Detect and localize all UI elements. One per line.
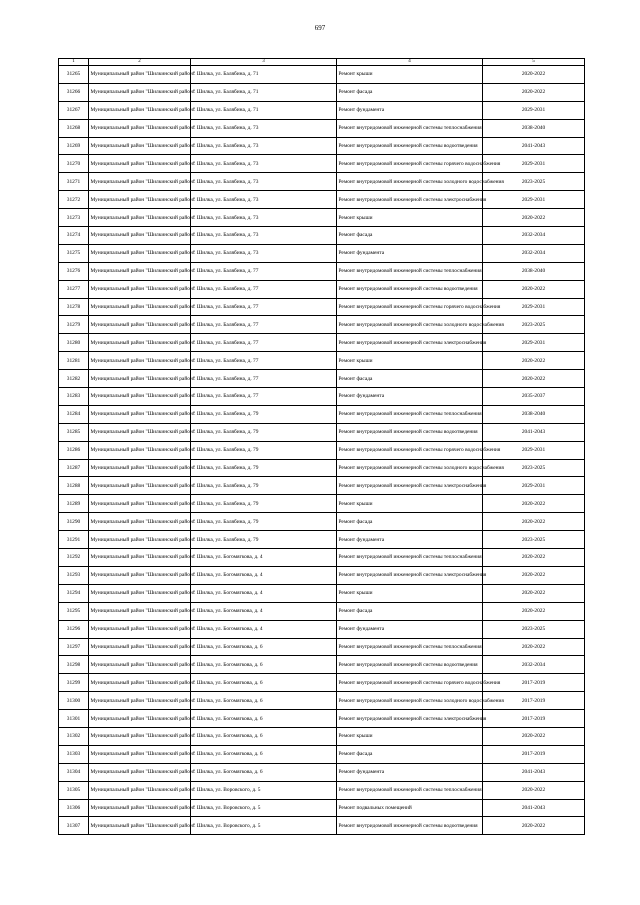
row-number-cell: 31280 [59,334,89,352]
work-type-cell: Ремонт фасада [337,513,483,531]
period-cell: 2017-2019 [483,710,585,728]
municipality-cell: Муниципальный район "Шилкинский район" [89,638,191,656]
work-type-cell: Ремонт фундамента [337,244,483,262]
municipality-cell: Муниципальный район "Шилкинский район" [89,119,191,137]
address-cell: г. Шилка, ул. Балябина, д. 77 [191,370,337,388]
address-cell: г. Шилка, ул. Воровского, д. 5 [191,781,337,799]
period-cell: 2020-2022 [483,727,585,745]
row-number-cell: 31277 [59,280,89,298]
address-cell: г. Шилка, ул. Балябина, д. 77 [191,352,337,370]
municipality-cell: Муниципальный район "Шилкинский район" [89,191,191,209]
row-number-cell: 31270 [59,155,89,173]
address-cell: г. Шилка, ул. Богомягкова, д. 6 [191,638,337,656]
period-cell: 2020-2022 [483,584,585,602]
work-type-cell: Ремонт внутридомовой инженерной системы теплоснабжения [337,638,483,656]
table-row [59,638,585,656]
table-row [59,298,585,316]
work-type-cell: Ремонт внутридомовой инженерной системы водоотведения [337,280,483,298]
period-cell: 2020-2022 [483,549,585,567]
period-cell: 2020-2022 [483,352,585,370]
municipality-cell: Муниципальный район "Шилкинский район" [89,459,191,477]
row-number-cell: 31298 [59,656,89,674]
row-number-cell: 31307 [59,817,89,835]
work-type-cell: Ремонт внутридомовой инженерной системы теплоснабжения [337,119,483,137]
table-row [59,710,585,728]
capital-repair-table [58,58,585,835]
municipality-cell: Муниципальный район "Шилкинский район" [89,763,191,781]
table-row [59,602,585,620]
work-type-cell: Ремонт внутридомовой инженерной системы электроснабжения [337,334,483,352]
work-type-cell: Ремонт внутридомовой инженерной системы теплоснабжения [337,262,483,280]
address-cell: г. Шилка, ул. Балябина, д. 71 [191,83,337,101]
address-cell: г. Шилка, ул. Богомягкова, д. 6 [191,745,337,763]
municipality-cell: Муниципальный район "Шилкинский район" [89,370,191,388]
table-row [59,566,585,584]
period-cell: 2023-2025 [483,620,585,638]
work-type-cell: Ремонт внутридомовой инженерной системы водоотведения [337,137,483,155]
period-cell: 2020-2022 [483,209,585,227]
row-number-cell: 31299 [59,674,89,692]
work-type-cell: Ремонт внутридомовой инженерной системы электроснабжения [337,191,483,209]
municipality-cell: Муниципальный район "Шилкинский район" [89,441,191,459]
address-cell: г. Шилка, ул. Богомягкова, д. 4 [191,566,337,584]
work-type-cell: Ремонт крыши [337,66,483,84]
table-row [59,763,585,781]
period-cell: 2038-2040 [483,119,585,137]
address-cell: г. Шилка, ул. Богомягкова, д. 6 [191,674,337,692]
address-cell: г. Шилка, ул. Балябина, д. 73 [191,119,337,137]
period-cell: 2020-2022 [483,66,585,84]
address-cell: г. Шилка, ул. Воровского, д. 5 [191,817,337,835]
municipality-cell: Муниципальный район "Шилкинский район" [89,602,191,620]
table-row [59,66,585,84]
address-cell: г. Шилка, ул. Балябина, д. 73 [191,191,337,209]
address-cell: г. Шилка, ул. Балябина, д. 77 [191,334,337,352]
municipality-cell: Муниципальный район "Шилкинский район" [89,566,191,584]
table-row [59,137,585,155]
work-type-cell: Ремонт крыши [337,584,483,602]
period-cell: 2020-2022 [483,83,585,101]
table-row [59,727,585,745]
period-cell: 2032-2034 [483,656,585,674]
period-cell: 2023-2025 [483,316,585,334]
row-number-cell: 31284 [59,405,89,423]
address-cell: г. Шилка, ул. Балябина, д. 79 [191,531,337,549]
table-row [59,656,585,674]
address-cell: г. Шилка, ул. Балябина, д. 77 [191,298,337,316]
period-cell: 2020-2022 [483,495,585,513]
row-number-cell: 31271 [59,173,89,191]
work-type-cell: Ремонт фасада [337,602,483,620]
address-cell: г. Шилка, ул. Богомягкова, д. 4 [191,620,337,638]
period-cell: 2038-2040 [483,262,585,280]
row-number-cell: 31296 [59,620,89,638]
table-row [59,513,585,531]
address-cell: г. Шилка, ул. Богомягкова, д. 4 [191,549,337,567]
work-type-cell: Ремонт внутридомовой инженерной системы электроснабжения [337,477,483,495]
municipality-cell: Муниципальный район "Шилкинский район" [89,280,191,298]
period-cell: 2029-2031 [483,191,585,209]
table-row [59,334,585,352]
page-number: 697 [314,24,326,32]
work-type-cell: Ремонт внутридомовой инженерной системы холодного водоснабжения [337,692,483,710]
table-row [59,495,585,513]
row-number-cell: 31275 [59,244,89,262]
period-cell: 2020-2022 [483,513,585,531]
address-cell: г. Шилка, ул. Воровского, д. 5 [191,799,337,817]
work-type-cell: Ремонт внутридомовой инженерной системы холодного водоснабжения [337,316,483,334]
period-cell: 2020-2022 [483,566,585,584]
address-cell: г. Шилка, ул. Балябина, д. 73 [191,244,337,262]
address-cell: г. Шилка, ул. Балябина, д. 71 [191,66,337,84]
work-type-cell: Ремонт крыши [337,727,483,745]
table-row [59,370,585,388]
row-number-cell: 31266 [59,83,89,101]
work-type-cell: Ремонт фасада [337,745,483,763]
period-cell: 2017-2019 [483,674,585,692]
address-cell: г. Шилка, ул. Балябина, д. 71 [191,101,337,119]
address-cell: г. Шилка, ул. Балябина, д. 77 [191,262,337,280]
table-row [59,155,585,173]
period-cell: 2029-2031 [483,477,585,495]
table-row [59,584,585,602]
period-cell: 2023-2025 [483,459,585,477]
address-cell: г. Шилка, ул. Балябина, д. 73 [191,137,337,155]
work-type-cell: Ремонт внутридомовой инженерной системы холодного водоснабжения [337,173,483,191]
row-number-cell: 31265 [59,66,89,84]
municipality-cell: Муниципальный район "Шилкинский район" [89,549,191,567]
work-type-cell: Ремонт фасада [337,370,483,388]
municipality-cell: Муниципальный район "Шилкинский район" [89,298,191,316]
row-number-cell: 31291 [59,531,89,549]
work-type-cell: Ремонт фундамента [337,620,483,638]
work-type-cell: Ремонт внутридомовой инженерной системы горячего водоснабжения [337,441,483,459]
municipality-cell: Муниципальный район "Шилкинский район" [89,352,191,370]
period-cell: 2029-2031 [483,334,585,352]
work-type-cell: Ремонт крыши [337,352,483,370]
municipality-cell: Муниципальный район "Шилкинский район" [89,83,191,101]
address-cell: г. Шилка, ул. Балябина, д. 79 [191,477,337,495]
period-cell: 2020-2022 [483,817,585,835]
address-cell: г. Шилка, ул. Балябина, д. 79 [191,495,337,513]
table-row [59,477,585,495]
work-type-cell: Ремонт крыши [337,209,483,227]
column-header: 5 [483,59,585,66]
row-number-cell: 31301 [59,710,89,728]
period-cell: 2020-2022 [483,638,585,656]
row-number-cell: 31294 [59,584,89,602]
work-type-cell: Ремонт внутридомовой инженерной системы электроснабжения [337,710,483,728]
column-header: 3 [191,59,337,66]
address-cell: г. Шилка, ул. Балябина, д. 79 [191,441,337,459]
municipality-cell: Муниципальный район "Шилкинский район" [89,244,191,262]
row-number-cell: 31287 [59,459,89,477]
table-row [59,280,585,298]
municipality-cell: Муниципальный район "Шилкинский район" [89,405,191,423]
row-number-cell: 31297 [59,638,89,656]
municipality-cell: Муниципальный район "Шилкинский район" [89,817,191,835]
row-number-cell: 31283 [59,388,89,406]
column-header: 1 [59,59,89,66]
municipality-cell: Муниципальный район "Шилкинский район" [89,101,191,119]
table-row [59,799,585,817]
period-cell: 2029-2031 [483,155,585,173]
address-cell: г. Шилка, ул. Балябина, д. 79 [191,423,337,441]
address-cell: г. Шилка, ул. Богомягкова, д. 4 [191,602,337,620]
table-row [59,674,585,692]
municipality-cell: Муниципальный район "Шилкинский район" [89,173,191,191]
table-row [59,549,585,567]
period-cell: 2029-2031 [483,298,585,316]
table-row [59,817,585,835]
municipality-cell: Муниципальный район "Шилкинский район" [89,710,191,728]
municipality-cell: Муниципальный район "Шилкинский район" [89,495,191,513]
municipality-cell: Муниципальный район "Шилкинский район" [89,334,191,352]
address-cell: г. Шилка, ул. Балябина, д. 79 [191,405,337,423]
period-cell: 2041-2043 [483,799,585,817]
table-row [59,83,585,101]
municipality-cell: Муниципальный район "Шилкинский район" [89,656,191,674]
row-number-cell: 31269 [59,137,89,155]
address-cell: г. Шилка, ул. Балябина, д. 79 [191,513,337,531]
work-type-cell: Ремонт внутридомовой инженерной системы горячего водоснабжения [337,155,483,173]
address-cell: г. Шилка, ул. Богомягкова, д. 6 [191,692,337,710]
work-type-cell: Ремонт фасада [337,83,483,101]
address-cell: г. Шилка, ул. Балябина, д. 77 [191,388,337,406]
municipality-cell: Муниципальный район "Шилкинский район" [89,584,191,602]
row-number-cell: 31288 [59,477,89,495]
row-number-cell: 31295 [59,602,89,620]
row-number-cell: 31274 [59,227,89,245]
table-row [59,405,585,423]
address-cell: г. Шилка, ул. Балябина, д. 79 [191,459,337,477]
row-number-cell: 31285 [59,423,89,441]
period-cell: 2017-2019 [483,745,585,763]
address-cell: г. Шилка, ул. Балябина, д. 77 [191,280,337,298]
period-cell: 2041-2043 [483,423,585,441]
table-row [59,209,585,227]
address-cell: г. Шилка, ул. Балябина, д. 73 [191,155,337,173]
municipality-cell: Муниципальный район "Шилкинский район" [89,674,191,692]
work-type-cell: Ремонт внутридомовой инженерной системы горячего водоснабжения [337,298,483,316]
period-cell: 2020-2022 [483,370,585,388]
work-type-cell: Ремонт внутридомовой инженерной системы теплоснабжения [337,549,483,567]
table-row [59,388,585,406]
municipality-cell: Муниципальный район "Шилкинский район" [89,316,191,334]
municipality-cell: Муниципальный район "Шилкинский район" [89,727,191,745]
table-row [59,173,585,191]
table-row [59,244,585,262]
row-number-cell: 31305 [59,781,89,799]
period-cell: 2029-2031 [483,441,585,459]
municipality-cell: Муниципальный район "Шилкинский район" [89,513,191,531]
work-type-cell: Ремонт фундамента [337,101,483,119]
row-number-cell: 31286 [59,441,89,459]
work-type-cell: Ремонт крыши [337,495,483,513]
municipality-cell: Муниципальный район "Шилкинский район" [89,137,191,155]
table-row [59,119,585,137]
address-cell: г. Шилка, ул. Богомягкова, д. 6 [191,656,337,674]
table-row [59,441,585,459]
address-cell: г. Шилка, ул. Балябина, д. 73 [191,173,337,191]
row-number-cell: 31302 [59,727,89,745]
work-type-cell: Ремонт внутридомовой инженерной системы водоотведения [337,423,483,441]
table-row [59,101,585,119]
row-number-cell: 31272 [59,191,89,209]
municipality-cell: Муниципальный район "Шилкинский район" [89,155,191,173]
municipality-cell: Муниципальный район "Шилкинский район" [89,692,191,710]
work-type-cell: Ремонт фундамента [337,531,483,549]
municipality-cell: Муниципальный район "Шилкинский район" [89,423,191,441]
work-type-cell: Ремонт внутридомовой инженерной системы теплоснабжения [337,781,483,799]
row-number-cell: 31304 [59,763,89,781]
period-cell: 2020-2022 [483,781,585,799]
period-cell: 2023-2025 [483,531,585,549]
row-number-cell: 31300 [59,692,89,710]
column-header: 4 [337,59,483,66]
municipality-cell: Муниципальный район "Шилкинский район" [89,262,191,280]
table-row [59,459,585,477]
row-number-cell: 31290 [59,513,89,531]
work-type-cell: Ремонт подвальных помещений [337,799,483,817]
table-body [59,59,585,835]
municipality-cell: Муниципальный район "Шилкинский район" [89,781,191,799]
work-type-cell: Ремонт внутридомовой инженерной системы водоотведения [337,656,483,674]
period-cell: 2023-2025 [483,173,585,191]
work-type-cell: Ремонт внутридомовой инженерной системы холодного водоснабжения [337,459,483,477]
row-number-cell: 31273 [59,209,89,227]
work-type-cell: Ремонт фундамента [337,388,483,406]
table-row [59,745,585,763]
row-number-cell: 31281 [59,352,89,370]
municipality-cell: Муниципальный район "Шилкинский район" [89,209,191,227]
row-number-cell: 31289 [59,495,89,513]
municipality-cell: Муниципальный район "Шилкинский район" [89,477,191,495]
address-cell: г. Шилка, ул. Богомягкова, д. 6 [191,763,337,781]
work-type-cell: Ремонт внутридомовой инженерной системы водоотведения [337,817,483,835]
municipality-cell: Муниципальный район "Шилкинский район" [89,745,191,763]
address-cell: г. Шилка, ул. Балябина, д. 73 [191,227,337,245]
address-cell: г. Шилка, ул. Богомягкова, д. 6 [191,727,337,745]
row-number-cell: 31293 [59,566,89,584]
period-cell: 2029-2031 [483,101,585,119]
municipality-cell: Муниципальный район "Шилкинский район" [89,66,191,84]
table-row [59,781,585,799]
period-cell: 2035-2037 [483,388,585,406]
table-row [59,191,585,209]
row-number-cell: 31279 [59,316,89,334]
address-cell: г. Шилка, ул. Балябина, д. 73 [191,209,337,227]
row-number-cell: 31282 [59,370,89,388]
row-number-cell: 31306 [59,799,89,817]
municipality-cell: Муниципальный район "Шилкинский район" [89,799,191,817]
period-cell: 2032-2034 [483,227,585,245]
row-number-cell: 31303 [59,745,89,763]
period-cell: 2032-2034 [483,244,585,262]
table-row [59,227,585,245]
period-cell: 2041-2043 [483,763,585,781]
period-cell: 2020-2022 [483,280,585,298]
row-number-cell: 31267 [59,101,89,119]
row-number-cell: 31268 [59,119,89,137]
municipality-cell: Муниципальный район "Шилкинский район" [89,620,191,638]
table-row [59,531,585,549]
address-cell: г. Шилка, ул. Богомягкова, д. 6 [191,710,337,728]
table-row [59,352,585,370]
table-row [59,262,585,280]
work-type-cell: Ремонт фундамента [337,763,483,781]
row-number-cell: 31292 [59,549,89,567]
column-number-row [59,59,585,66]
table-row [59,620,585,638]
work-type-cell: Ремонт внутридомовой инженерной системы теплоснабжения [337,405,483,423]
period-cell: 2020-2022 [483,602,585,620]
row-number-cell: 31278 [59,298,89,316]
municipality-cell: Муниципальный район "Шилкинский район" [89,531,191,549]
period-cell: 2038-2040 [483,405,585,423]
table-row [59,692,585,710]
work-type-cell: Ремонт внутридомовой инженерной системы электроснабжения [337,566,483,584]
period-cell: 2017-2019 [483,692,585,710]
work-type-cell: Ремонт внутридомовой инженерной системы горячего водоснабжения [337,674,483,692]
municipality-cell: Муниципальный район "Шилкинский район" [89,388,191,406]
table-row [59,316,585,334]
address-cell: г. Шилка, ул. Балябина, д. 77 [191,316,337,334]
table-row [59,423,585,441]
municipality-cell: Муниципальный район "Шилкинский район" [89,227,191,245]
row-number-cell: 31276 [59,262,89,280]
work-type-cell: Ремонт фасада [337,227,483,245]
period-cell: 2041-2043 [483,137,585,155]
column-header: 2 [89,59,191,66]
address-cell: г. Шилка, ул. Богомягкова, д. 4 [191,584,337,602]
